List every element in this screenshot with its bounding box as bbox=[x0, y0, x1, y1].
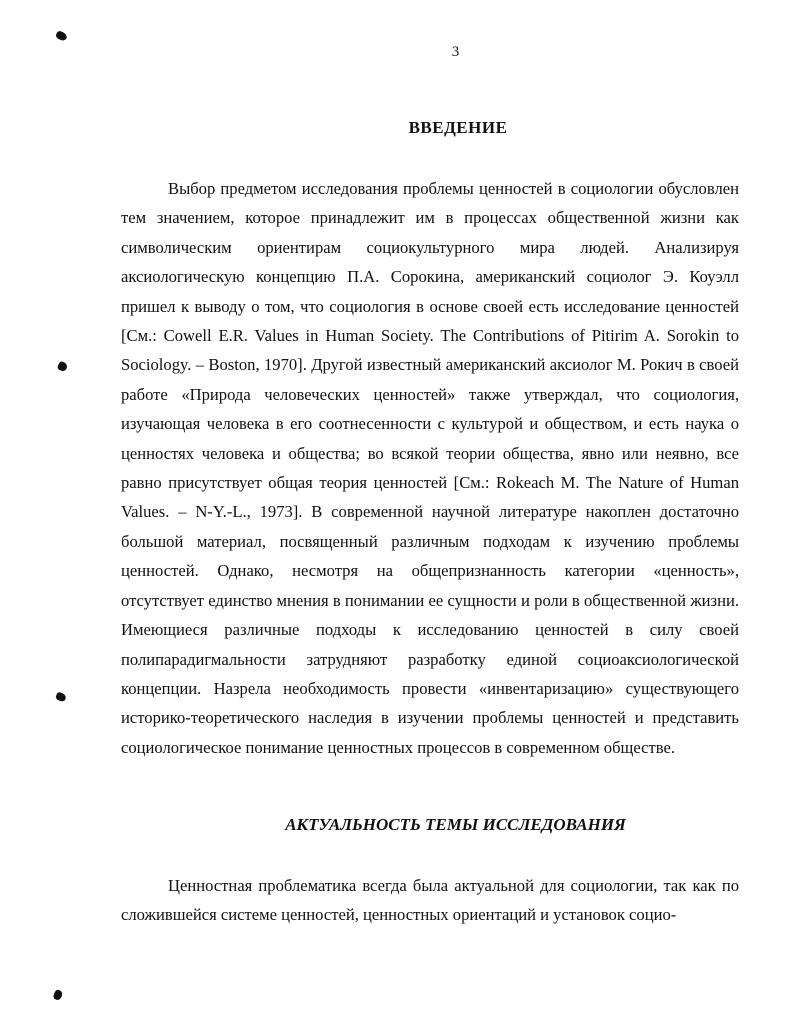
section-heading-introduction: ВВЕДЕНИЕ bbox=[408, 118, 508, 137]
scan-speck bbox=[55, 691, 67, 702]
page-number: 3 bbox=[451, 44, 460, 60]
scan-speck bbox=[57, 361, 69, 373]
scan-speck bbox=[55, 30, 68, 42]
section-heading-relevance: АКТУАЛЬНОСТЬ ТЕМЫ ИССЛЕДОВАНИЯ bbox=[285, 815, 626, 834]
relevance-paragraph: Ценностная проблематика всегда была актуальной для социологии, так как по сложившейся системе ценностей, ценностных ориентаций и установок социо- bbox=[121, 876, 739, 925]
scan-speck bbox=[52, 989, 63, 1001]
introduction-paragraph: Выбор предметом исследования проблемы ценностей в социологии обусловлен тем значением, которое принадлежит им в процессах общественной жизни как символическим ориентирам социокультурного мира людей. Анализируя аксиологическую концепцию П.А. Сорокина, американский социолог Э. Коуэлл пришел к выводу о том, что социология в основе своей есть исследование ценностей [См.: Cowell E.R. Values in Human Society. The Contributions of Pitirim A. Sorokin to Sociology. – Boston, 1970]. Другой известный американский аксиолог М. Рокич в своей работе «Природа человеческих ценностей» также утверждал, что социология, изучающая человека в его соотнесенности с культурой и обществом, и есть наука о ценностях человека и общества; во всякой теории общества, явно или неявно, все равно присутствует общая теория ценностей [См.: Rokeach M. The Nature of Human Values. – N-Y.-L., 1973]. В современной научной литературе накоплен достаточно большой материал, посвященный различным подходам к изучению проблемы ценностей. Однако, несмотря на общепризнанность категории «ценность», отсутствует единство мнения в понимании ее сущности и роли в общественной жизни. Имеющиеся различные подходы к исследованию ценностей в силу своей полипарадигмальности затрудняют разработку единой социоаксиологической концепции. Назрела необходимость провести «инвентаризацию» существующего историко-теоретического наследия в изучении проблемы ценностей и представить социологическое понимание ценностных процессов в современном обществе. bbox=[121, 179, 739, 757]
